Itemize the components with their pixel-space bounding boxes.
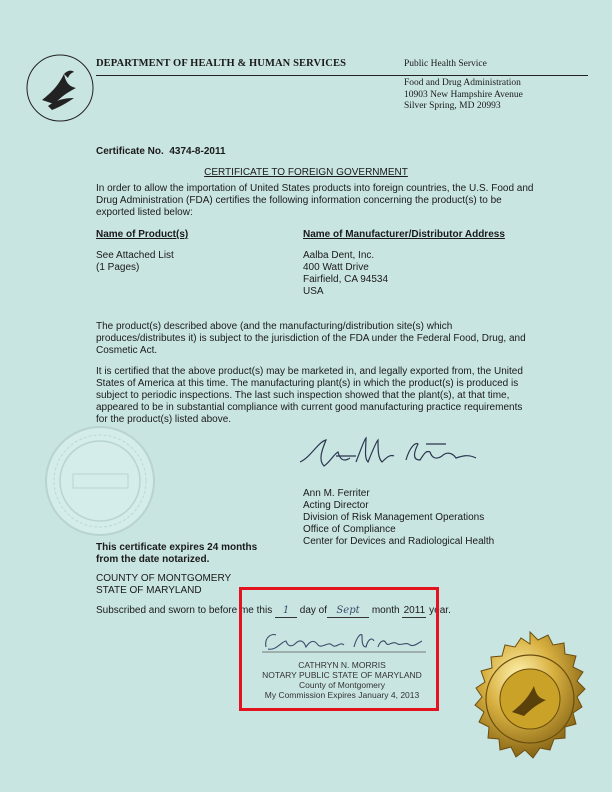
- signer-block: [303, 488, 494, 548]
- product-line: See Attached List: [96, 250, 174, 261]
- manufacturer-address: [303, 250, 388, 298]
- certificate-number-row: [96, 146, 226, 158]
- day-label: day of: [299, 605, 328, 616]
- signer-line: Center for Devices and Radiological Health: [303, 536, 495, 547]
- intro-paragraph: In order to allow the importation of United States products into foreign countries, the U.S. Food and Drug Administration (FDA) certifies the following information concerning the product(s) to be exported listed below:: [96, 183, 534, 218]
- year-field: 2011: [403, 605, 426, 616]
- address-line: Silver Spring, MD 20993: [404, 101, 501, 111]
- certificate-number-label: Certificate No.: [96, 146, 164, 157]
- subscribed-prefix: Subscribed and sworn to before me this: [96, 605, 273, 616]
- department-name: DEPARTMENT OF HEALTH & HUMAN SERVICES: [96, 58, 347, 69]
- expiry-notice: [96, 542, 257, 566]
- notary-line: CATHRYN N. MORRIS: [298, 660, 386, 670]
- certificate-number: 4374-8-2011: [169, 146, 226, 157]
- agency-address: [404, 78, 523, 113]
- address-line: 10903 New Hampshire Avenue: [404, 89, 523, 100]
- signer-line: Office of Compliance: [303, 524, 396, 535]
- manufacturer-line: 400 Watt Drive: [303, 262, 369, 273]
- expiry-line: from the date notarized.: [96, 554, 210, 565]
- embossed-seal-icon: [43, 424, 158, 539]
- day-field: 1: [275, 605, 297, 618]
- highlight-box: [239, 587, 439, 711]
- hhs-eagle-logo-icon: [24, 52, 96, 124]
- month-label: month: [371, 605, 400, 616]
- jurisdiction-paragraph: The product(s) described above (and the manufacturing/distribution site(s) which produces/distributes it) is subject to the jurisdiction of the FDA under the Federal Food, Drug, and Cosmetic Act.: [96, 321, 526, 356]
- address-line: Food and Drug Administration: [404, 78, 521, 88]
- header-rule: [96, 75, 588, 76]
- director-signature-icon: [296, 432, 496, 477]
- notary-line: NOTARY PUBLIC STATE OF MARYLAND: [262, 670, 422, 680]
- month-field: Sept: [327, 605, 369, 618]
- expiry-line: This certificate expires 24 months: [96, 542, 258, 553]
- product-line: (1 Pages): [96, 262, 140, 273]
- certificate-title: CERTIFICATE TO FOREIGN GOVERNMENT: [204, 167, 408, 178]
- manufacturer-line: Aalba Dent, Inc.: [303, 250, 375, 261]
- service-name: Public Health Service: [404, 59, 487, 69]
- signer-line: Division of Risk Management Operations: [303, 512, 485, 523]
- year-label: year.: [429, 605, 451, 616]
- manufacturer-heading: Name of Manufacturer/Distributor Address: [303, 229, 505, 240]
- manufacturer-line: Fairfield, CA 94534: [303, 274, 389, 285]
- county-line: STATE OF MARYLAND: [96, 585, 202, 596]
- signer-line: Ann M. Ferriter: [303, 488, 370, 499]
- county-line: COUNTY OF MONTGOMERY: [96, 573, 232, 584]
- signer-line: Acting Director: [303, 500, 369, 511]
- notary-line: County of Montgomery: [299, 680, 385, 690]
- county-block: [96, 573, 231, 597]
- certification-paragraph: It is certified that the above product(s) may be marketed in, and legally exported from, the United States of America at this time. The manufacturing plant(s) in which the product(s) is produced is subject to periodic inspections. The last such inspection showed that the plant(s), at that time, appeared to be in substantial compliance with current good manufacturing practice requirements for the product(s) listed above.: [96, 366, 523, 425]
- manufacturer-line: USA: [303, 286, 324, 297]
- gold-hhs-seal-icon: [460, 630, 600, 775]
- notary-line: My Commission Expires January 4, 2013: [264, 690, 420, 700]
- product-list: [96, 250, 174, 274]
- product-heading: Name of Product(s): [96, 229, 189, 240]
